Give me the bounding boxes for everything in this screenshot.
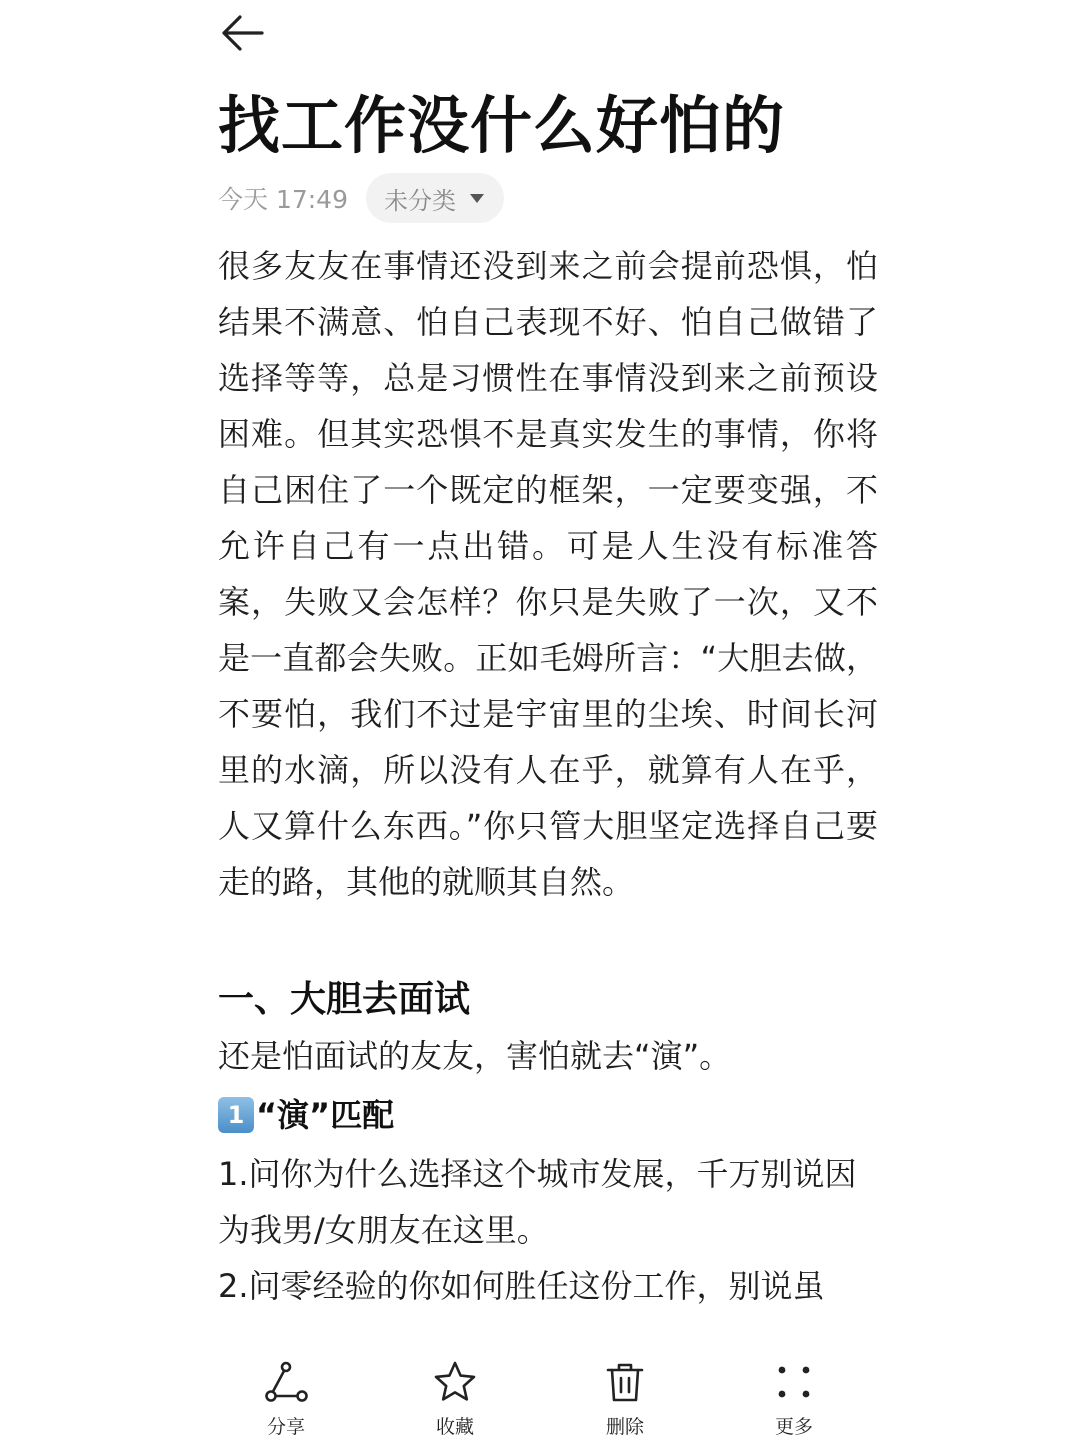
list-item: 2.问零经验的你如何胜任这份工作，别说虽 xyxy=(218,1267,825,1305)
keycap-number-icon: 1 xyxy=(218,1097,254,1133)
sub-heading-text: “演”匹配 xyxy=(256,1096,395,1134)
intro-paragraph: 很多友友在事情还没到来之前会提前恐惧，怕结果不满意、怕自己表现不好、怕自己做错了选择等等，总是习惯性在事情没到来之前预设困难。但其实恐惧不是真实发生的事情，你将自己困住了一个既定的框架，一定要变强，不允许自己有一点出错。可是人生没有标准答案，失败又会怎样？你只是失败了一次，又不是一直都会失败。正如毛姆所言：“大胆去做，不要怕，我们不过是宇宙里的尘埃、时间长河里的水滴，所以没有人在乎，就算有人在乎，人又算什么东西。”你只管大胆坚定选择自己要走的路，其他的就顺其自然。 xyxy=(218,247,878,901)
delete-label: 删除 xyxy=(605,1416,644,1438)
bottom-toolbar xyxy=(0,1340,1080,1440)
arrow-left-icon xyxy=(218,10,268,56)
note-content[interactable] xyxy=(218,238,878,1338)
delete-button[interactable] xyxy=(565,1358,685,1440)
section-intro: 还是怕面试的友友，害怕就去“演”。 xyxy=(218,1037,732,1075)
list-item: 1.问你为什么选择这个城市发展，千万别说因为我男/女朋友在这里。 xyxy=(218,1155,857,1249)
category-dropdown[interactable] xyxy=(366,173,504,223)
category-label: 未分类 xyxy=(384,186,456,215)
trash-icon xyxy=(603,1360,647,1404)
caret-down-icon xyxy=(470,194,484,203)
sub-heading xyxy=(218,1084,878,1146)
back-button[interactable] xyxy=(218,10,268,56)
share-button[interactable] xyxy=(226,1358,346,1440)
section-heading: 一、大胆去面试 xyxy=(218,979,471,1020)
more-dots-icon xyxy=(772,1360,816,1404)
share-label: 分享 xyxy=(266,1416,305,1438)
content-fade xyxy=(0,1318,1080,1340)
favorite-label: 收藏 xyxy=(435,1416,474,1438)
more-button[interactable] xyxy=(734,1358,854,1440)
more-label: 更多 xyxy=(774,1416,813,1438)
note-title: 找工作没什么好怕的 xyxy=(218,89,786,162)
note-timestamp: 今天 17:49 xyxy=(218,185,348,214)
note-meta xyxy=(218,172,504,224)
star-icon xyxy=(433,1360,477,1404)
share-icon xyxy=(264,1360,308,1404)
favorite-button[interactable] xyxy=(395,1358,515,1440)
